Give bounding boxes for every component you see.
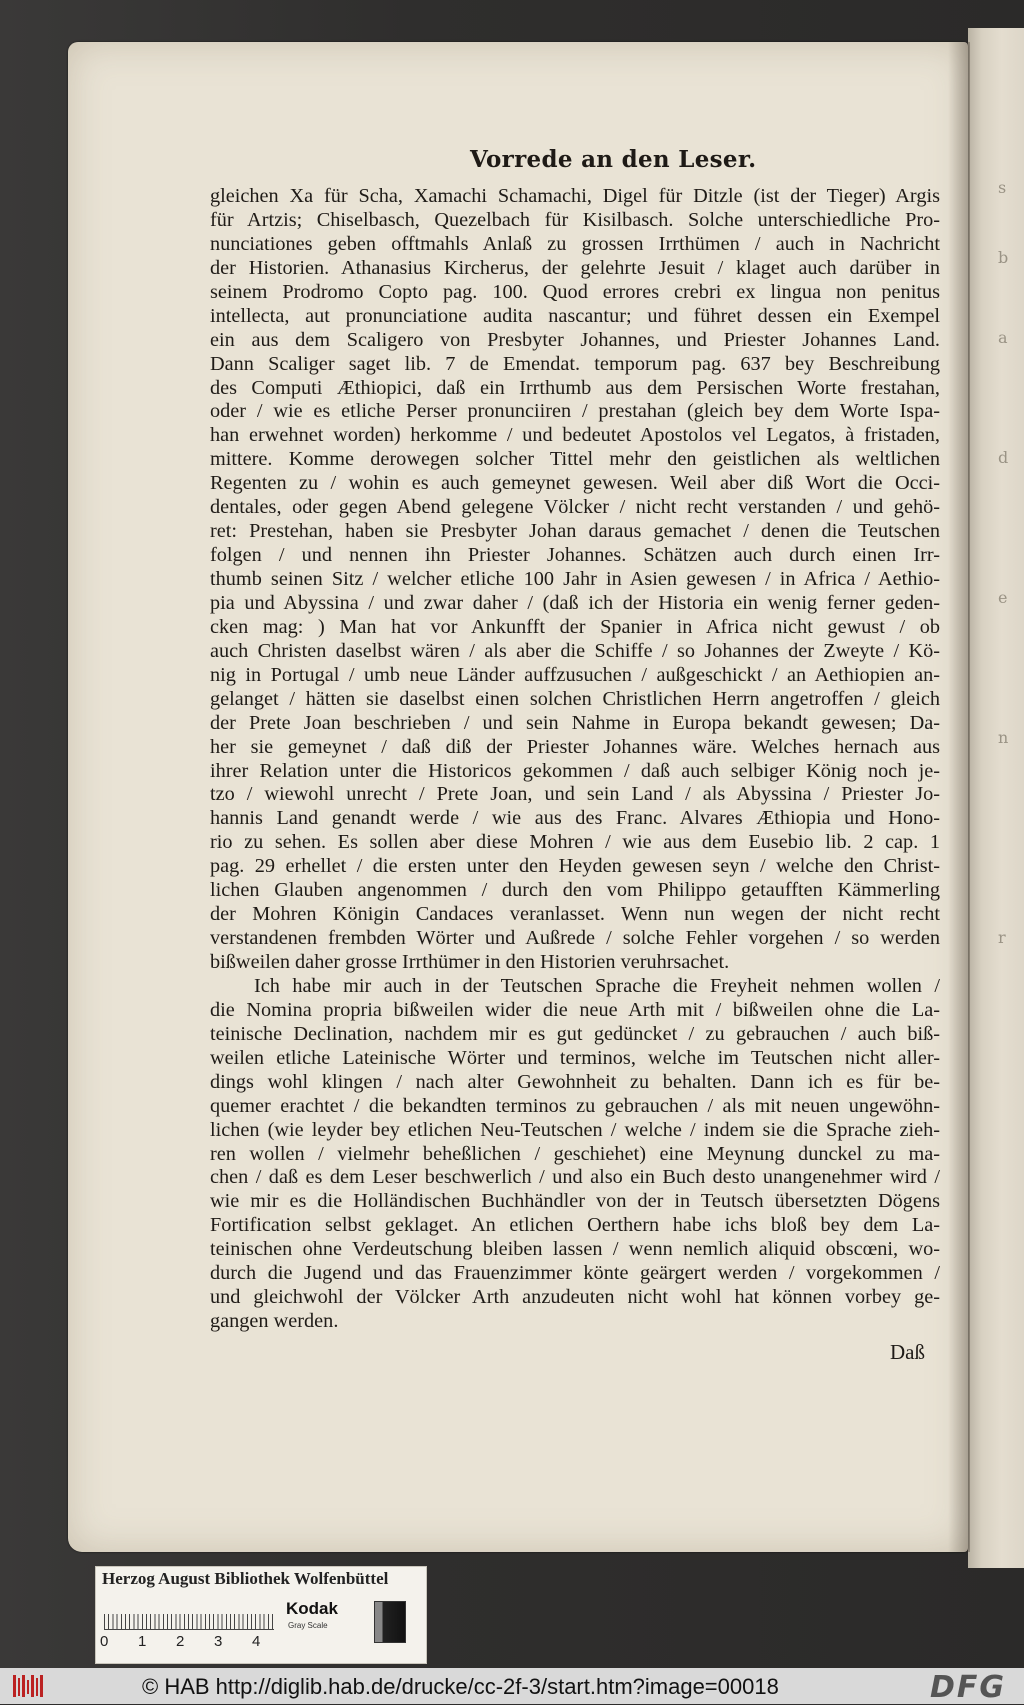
- text-line: tzo / wiewohl unrecht / Prete Joan, und sein Land / als Abyssina / Priester Jo-: [210, 783, 940, 806]
- kodak-subtitle: Gray Scale: [288, 1621, 328, 1630]
- text-line: lichen (wie leyder bey etlichen Neu-Teutschen / welche / indem sie die Sprache zieh-: [210, 1118, 940, 1141]
- text-line: her sie gemeynet / daß diß der Priester Johannes wäre. Welches hernach aus: [210, 735, 940, 758]
- text-line: gelanget / hätten sie daselbst einen solchen Christlichen Herrn angetroffen / gleich: [210, 687, 940, 710]
- text-line: chen / daß es dem Leser beschwerlich / und also ein Buch desto unangenehmer wird /: [210, 1166, 940, 1189]
- text-line: und gleichwohl der Völcker Arth anzudeuten nicht wohl hat können vorbey ge-: [210, 1286, 940, 1309]
- text-line: gangen werden.: [210, 1310, 339, 1333]
- footer-url[interactable]: © HAB http://diglib.hab.de/drucke/cc-2f-3/start.htm?image=00018: [142, 1674, 779, 1699]
- text-line: Dann Scaliger saget lib. 7 de Emendat. temporum pag. 637 bey Beschreibung: [210, 352, 940, 375]
- ruler-number: 1: [138, 1633, 147, 1650]
- text-line: pia und Abyssina / und zwar daher / (daß ich der Historia ein wenig ferner geden-: [210, 591, 940, 614]
- text-line: lichen Glauben angenommen / durch den vom Philippo getaufften Kämmerling: [210, 879, 940, 902]
- gray-swatch: [374, 1601, 406, 1643]
- text-line: Fortification selbst geklaget. An etlichen Oerthern habe ichs bloß bey dem La-: [210, 1214, 940, 1237]
- text-line: oder / wie es etliche Perser pronunciiren / prestahan (gleich bey dem Worte Ispa-: [210, 400, 940, 423]
- ruler-number: 0: [100, 1633, 109, 1650]
- text-line: cken mag: ) Man hat vor Ankunfft der Spanier in Africa nicht gewust / ob: [210, 615, 940, 638]
- text-line: ihrer Relation unter die Historicos gekommen / daß auch selbiger König noch je-: [210, 759, 940, 782]
- text-line: bißweilen daher grosse Irrthümer in den Historien veruhrsachet.: [210, 951, 730, 973]
- running-head: Vorrede an den Leser.: [470, 146, 757, 173]
- text-line: han erwehnet worden) herkomme / und bedeutet Apostolos vel Legatos, à fristaden,: [210, 424, 940, 447]
- text-line: ren wollen / vielmehr beheßlichen / geschiehet) eine Meynung dunckel zu ma-: [210, 1142, 940, 1165]
- text-line: der Historien. Athanasius Kircherus, der gelehrte Jesuit / klaget auch darüber in: [210, 256, 940, 279]
- text-line: für Artzis; Chiselbasch, Quezelbach für Kisilbasch. Solche unterschiedliche Pro-: [210, 208, 940, 231]
- scale-ruler: [104, 1601, 274, 1630]
- text-line: der Mohren Königin Candaces veranlasset. Wenn nun wegen der nicht recht: [210, 903, 940, 926]
- library-name: Herzog August Bibliothek Wolfenbüttel: [102, 1569, 389, 1588]
- ruler-number: 4: [252, 1633, 261, 1650]
- text-line: seinem Prodromo Copto pag. 100. Quod errores crebri ex lingua non penitus: [210, 280, 940, 303]
- text-line: intellecta, aut pronunciatione audita nascantur; und führet dessen ein Exempel: [210, 304, 940, 327]
- text-line: hannis Land genandt werde / wie aus des Franc. Alvares Æthiopia und Hono-: [210, 807, 940, 830]
- kodak-logo: Kodak: [286, 1599, 338, 1618]
- text-line: Regenten zu / wohin es auch gemeynet gewesen. Weil aber diß Wort die Occi-: [210, 472, 940, 495]
- text-line: nunciationes geben offtmahls Anlaß zu grossen Irrthümen / auch in Nachricht: [210, 232, 940, 255]
- page-body-text: [210, 185, 940, 1334]
- catchword: Daß: [890, 1340, 925, 1364]
- text-line: mittere. Komme derowegen solcher Tittel mehr den geistlichen als weltlichen: [210, 448, 940, 471]
- text-line: teinischen ohne Verdeutschung bleiben lassen / wenn nemlich aliquid obscœni, wo-: [210, 1238, 940, 1261]
- text-line: dings wohl klingen / nach alter Gewohnheit zu behalten. Dann ich es für be-: [210, 1070, 940, 1093]
- text-line: ret: Prestehan, haben sie Presbyter Johan daraus gemachet / denen die Teutschen: [210, 520, 940, 543]
- ruler-number: 3: [214, 1633, 223, 1650]
- text-line: durch die Jugend und das Frauenzimmer könte geärgert werden / vorgekommen /: [210, 1262, 940, 1285]
- text-line: auch Christen daselbst wären / als aber die Schiffe / so Johannes der Zweyte / Kö-: [210, 639, 940, 662]
- text-line: thumb seinen Sitz / welcher etliche 100 Jahr in Asien gewesen / in Africa / Aethio-: [210, 568, 940, 590]
- kodak-gray-scale: [284, 1599, 366, 1647]
- dfg-logo: DFG: [930, 1670, 1007, 1705]
- text-line: Ich habe mir auch in der Teutschen Sprache die Freyheit nehmen wollen /: [254, 974, 940, 997]
- text-line: nig in Portugal / umb neue Länder auffzusuchen / außgeschickt / an Aethiopien an-: [210, 663, 940, 686]
- page-gutter-shadow: [948, 42, 970, 1552]
- text-line: teinische Declination, nachdem mir es gut gedüncket / zu gebrauchen / auch biß-: [210, 1022, 940, 1045]
- text-line: weilen etliche Lateinische Wörter und terminos, welche im Teutschen nicht aller-: [210, 1046, 940, 1069]
- footer-bar: [0, 1668, 1024, 1704]
- text-line: rio zu sehen. Es sollen aber diese Mohren / wie aus dem Eusebio lib. 2 cap. 1: [210, 831, 940, 854]
- text-line: pag. 29 erhellet / die ersten unter den Heyden gewesen seyn / welche den Christ-: [210, 855, 940, 878]
- text-line: die Nomina propria bißweilen wider die neue Arth mit / bißweilen ohne die La-: [210, 998, 940, 1021]
- text-line: verstandenen frembden Wörter und Außrede / solche Fehler vorgehen / so werden: [210, 927, 940, 950]
- text-line: quemer erachtet / die bekandten terminos zu gebrauchen / als mit neuen ungewöhn-: [210, 1094, 940, 1117]
- ruler-numbers: [100, 1631, 290, 1655]
- text-line: wie mir es die Holländischen Buchhändler von der in Teutsch übersetzten Dögens: [210, 1190, 940, 1213]
- text-line: folgen / und nennen ihn Priester Johannes. Schätzen auch durch einen Irr-: [210, 544, 940, 567]
- text-line: gleichen Xa für Scha, Xamachi Schamachi, Digel für Ditzle (ist der Tieger) Argis: [210, 185, 940, 207]
- library-label-card: [95, 1566, 427, 1664]
- ruler-number: 2: [176, 1633, 185, 1650]
- text-line: dentales, oder gegen Abend gelegene Völcker / nicht recht verstanden / und gehö-: [210, 496, 940, 519]
- adjacent-page-edge: s b a d e n r: [968, 28, 1024, 1568]
- text-line: des Computi Æthiopici, daß ein Irrthumb aus dem Persischen Worte frestahan,: [210, 376, 940, 399]
- text-line: ein aus dem Scaligero von Presbyter Johannes, und Priester Johannes Land.: [210, 328, 940, 351]
- text-line: der Prete Joan beschrieben / und sein Nahme in Europa bekandt gewesen; Da-: [210, 711, 940, 734]
- hab-logo-icon: [12, 1672, 46, 1700]
